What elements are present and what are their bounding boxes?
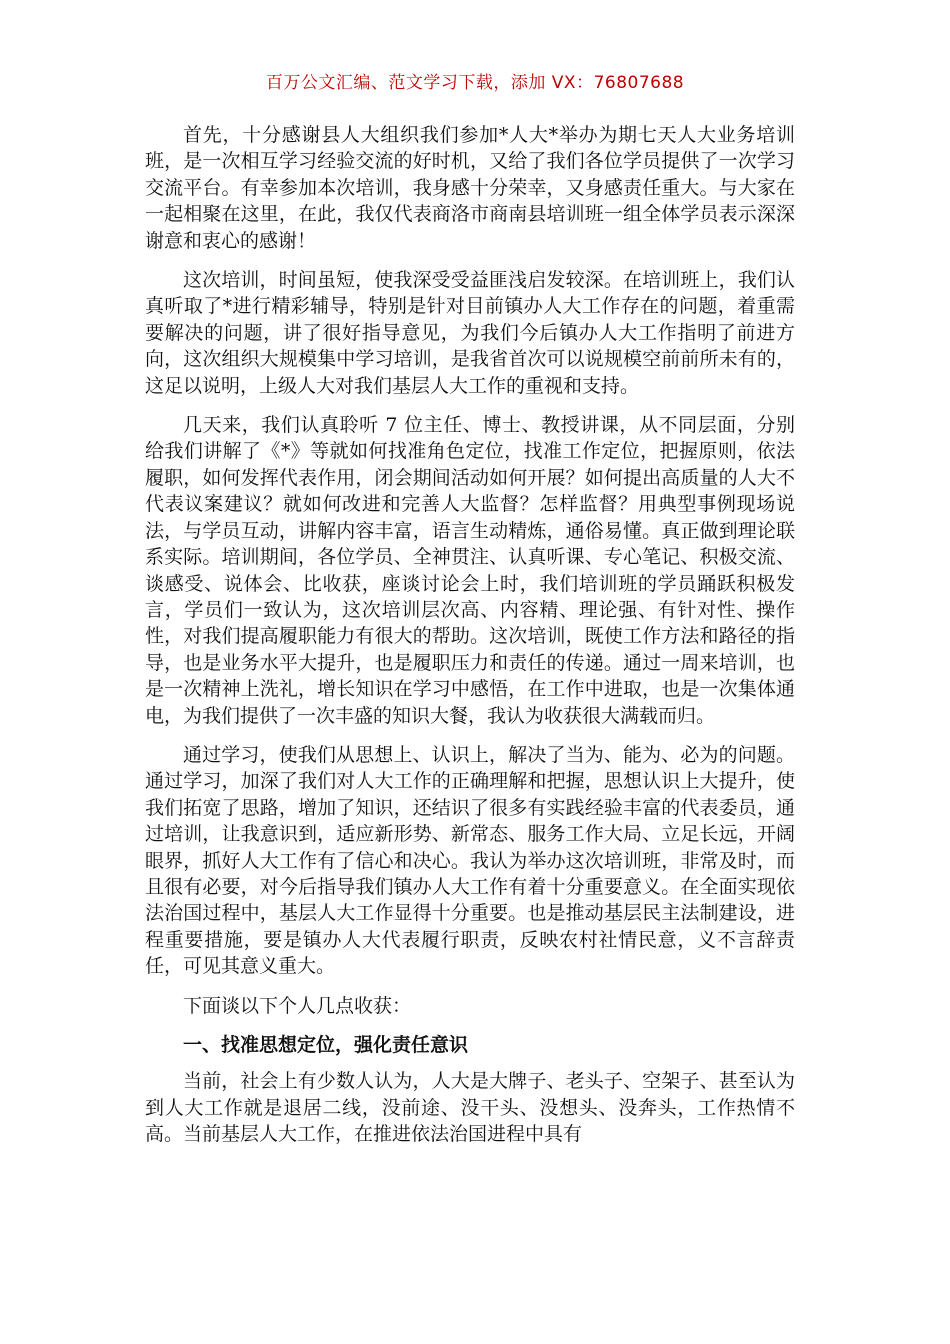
paragraph: 下面谈以下个人几点收获： [183, 994, 412, 1017]
document-body [145, 122, 795, 1161]
paragraph: 这次培训，时间虽短，使我深受受益匪浅启发较深。在培训班上，我们认真听取了*进行精彩辅导，特别是针对目前镇办人大工作存在的问题，着重需要解决的问题，讲了很好指导意见，为我们今后镇办人大工作指明了前进方向，这次组织大规模集中学习培训，是我省首次可以说规模空前前所未有的，这足以说明，上级人大对我们基层人大工作的重视和支持。 [145, 269, 795, 397]
section-heading: 一、找准思想定位，强化责任意识 [183, 1034, 469, 1056]
paragraph: 首先，十分感谢县人大组织我们参加*人大*举办为期七天人大业务培训班，是一次相互学习经验交流的好时机，又给了我们各位学员提供了一次学习交流平台。有幸参加本次培训，我身感十分荣幸，又身感责任重大。与大家在一起相聚在这里，在此，我仅代表商洛市商南县培训班一组全体学员表示深深谢意和衷心的感谢！ [145, 124, 795, 252]
header-banner: 百万公文汇编、范文学习下载，添加 VX：76807688 [265, 73, 685, 93]
paragraph: 当前，社会上有少数人认为，人大是大牌子、老头子、空架子、甚至认为到人大工作就是退居二线，没前途、没干头、没想头、没奔头，工作热情不高。当前基层人大工作，在推进依法治国进程中具有 [145, 1070, 795, 1146]
paragraph: 几天来，我们认真聆听 7 位主任、博士、教授讲课，从不同层面，分别给我们讲解了《*》等就如何找准角色定位，找准工作定位，把握原则，依法履职，如何发挥代表作用，闭会期间活动如何开展？如何提出高质量的人大不代表议案建议？就如何改进和完善人大监督？怎样监督？用典型事例现场说法，与学员互动，讲解内容丰富，语言生动精炼，通俗易懂。真正做到理论联系实际。培训期间，各位学员、全神贯注、认真听课、专心笔记、积极交流、谈感受、说体会、比收获，座谈讨论会上时，我们培训班的学员踊跃积极发言，学员们一致认为，这次培训层次高、内容精、理论强、有针对性、操作性，对我们提高履职能力有很大的帮助。这次培训，既使工作方法和路径的指导，也是业务水平大提升，也是履职压力和责任的传递。通过一周来培训，也是一次精神上洗礼，增长知识在学习中感悟，在工作中进取，也是一次集体通电，为我们提供了一次丰盛的知识大餐，我认为收获很大满载而归。 [145, 414, 795, 727]
paragraph: 通过学习，使我们从思想上、认识上，解决了当为、能为、必为的问题。通过学习，加深了我们对人大工作的正确理解和把握，思想认识上大提升，使我们拓宽了思路，增加了知识，还结识了很多有实践经验丰富的代表委员，通过培训，让我意识到，适应新形势、新常态、服务工作大局、立足长远，开阔眼界，抓好人大工作有了信心和决心。我认为举办这次培训班，非常及时，而且很有必要，对今后指导我们镇办人大工作有着十分重要意义。在全面实现依法治国过程中，基层人大工作显得十分重要。也是推动基层民主法制建设，进程重要措施，要是镇办人大代表履行职责，反映农村社情民意，义不言辞责任，可见其意义重大。 [145, 743, 795, 978]
